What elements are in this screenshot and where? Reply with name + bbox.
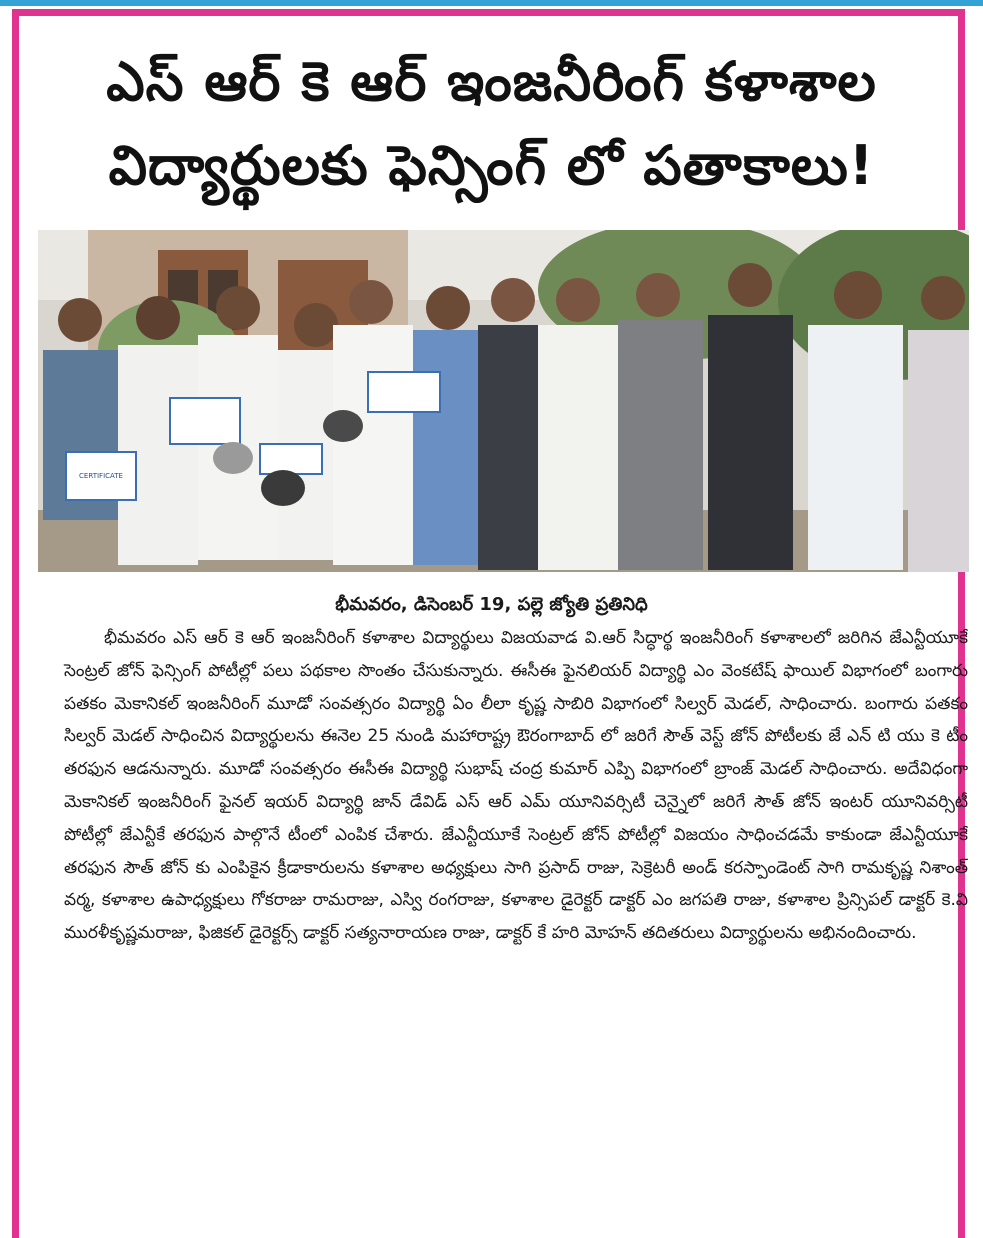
article-body bbox=[64, 622, 968, 950]
news-photo bbox=[38, 230, 969, 572]
headline-line-1: ఎస్ ఆర్ కె ఆర్ ఇంజనీరింగ్ కళాశాల bbox=[106, 50, 877, 113]
certificate-label: CERTIFICATE bbox=[79, 472, 123, 480]
article-paragraph: భీమవరం ఎస్ ఆర్ కె ఆర్ ఇంజనీరింగ్ కళాశాల విద్యార్థులు విజయవాడ వి.ఆర్ సిద్ధార్థ ఇంజనీరింగ్ కళాశాలలో జరిగిన జేఎన్టీయూకే సెంట్రల్ జోన్ ఫెన్సింగ్ పోటీల్లో పలు పథకాల సొంతం చేసుకున్నారు. ఈసీఈ ఫైనలియర్ విద్యార్థి ఎం వెంకటేష్ ఫాయిల్ విభాగంలో బంగారు పతకం మెకానికల్ ఇంజనీరింగ్ మూడో సంవత్సరం విద్యార్థి ఏం లీలా కృష్ణ సాబిరి విభాగంలో సిల్వర్ మెడల్, సాధించారు. బంగారు పతకం సిల్వర్ మెడల్ సాధించిన విద్యార్థులను ఈనెల 25 నుండి మహారాష్ట్ర ఔరంగాబాద్ లో జరిగే సౌత్ వెస్ట్ జోన్ పోటీలకు జే ఎన్ టి యు కె టీం తరఫున ఆడనున్నారు. మూడో సంవత్సరం ఈసీఈ విద్యార్థి సుభాష్ చంద్ర కుమార్ ఎప్పి విభాగంలో బ్రాంజ్ మెడల్ సాధించారు. అదేవిధంగా మెకానికల్ ఇంజనీరింగ్ ఫైనల్ ఇయర్ విద్యార్థి జాన్ డేవిడ్ ఎస్ ఆర్ ఎమ్ యూనివర్సిటీ చెన్నైలో జరిగే సౌత్ జోన్ ఇంటర్ యూనివర్సిటీ పోటీల్లో జేఎన్టీకే తరఫున పాల్గొనే టీంలో ఎంపిక చేశారు. జేఎన్టీయూకే సెంట్రల్ జోన్ పోటీల్లో విజయం సాధించడమే కాకుండా జేఎన్టీయూకే తరఫున సౌత్ జోన్ కు ఎంపికైన క్రీడాకారులను కళాశాల అధ్యక్షులు సాగి ప్రసాద్ రాజు, సెక్రెటరీ అండ్ కరస్పాండెంట్ సాగి రామకృష్ణ నిశాంత్ వర్మ, కళాశాల ఉపాధ్యక్షులు గోకరాజు రామరాజు, ఎస్వి రంగరాజు, కళాశాల డైరెక్టర్ డాక్టర్ ఎం జగపతి రాజు, కళాశాల ప్రిన్సిపల్ డాక్టర్ కె.వి మురళీకృష్ణమరాజు, ఫిజికల్ డైరెక్టర్స్ డాక్టర్ సత్యనారాయణ రాజు, డాక్టర్ కే హరి మోహన్ తదితరులు విద్యార్థులను అభినందించారు. bbox=[64, 628, 968, 944]
headline-line-2: విద్యార్థులకు ఫెన్సింగ్ లో పతాకాలు! bbox=[108, 134, 875, 197]
top-rule bbox=[0, 0, 983, 6]
dateline: భీమవరం, డిసెంబర్ 19, పల్లె జ్యోతి ప్రతినిధి bbox=[335, 594, 648, 615]
headline bbox=[40, 40, 943, 208]
